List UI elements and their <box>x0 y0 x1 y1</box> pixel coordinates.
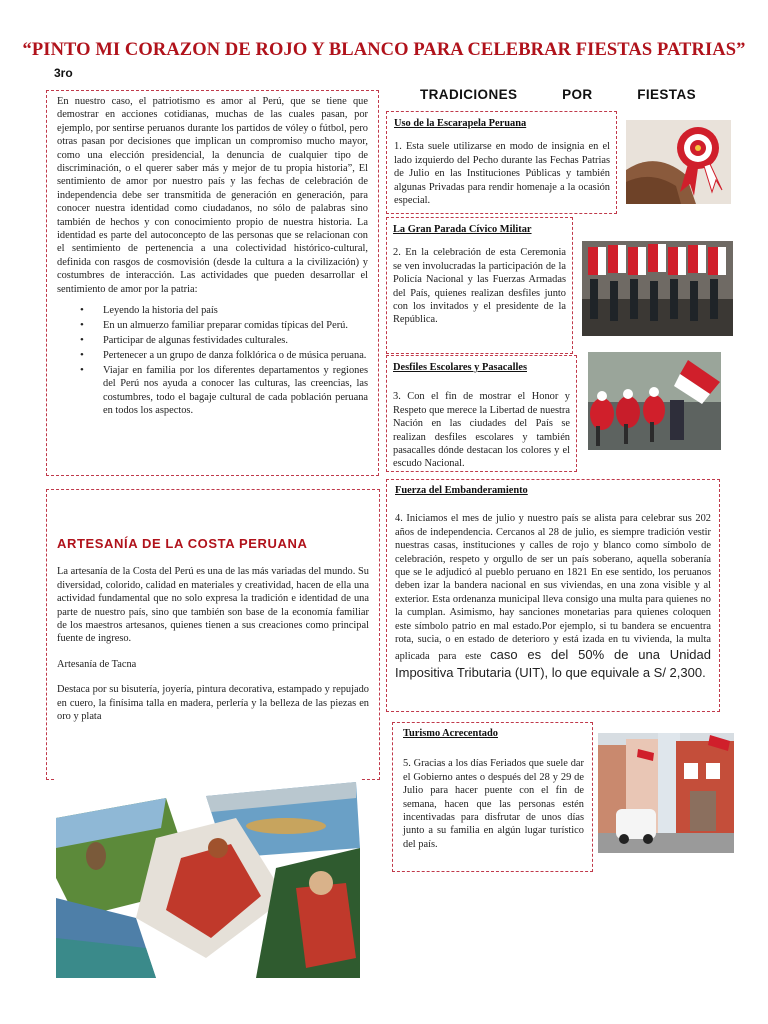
section-desfiles <box>386 355 577 472</box>
parade-photo <box>582 241 733 336</box>
section-title: La Gran Parada Cívico Militar <box>393 224 532 235</box>
intro-paragraph: En nuestro caso, el patriotismo es amor al Perú, que se tiene que demostrar en acciones cotidianas, muchas de las cuales pasan, por ejemplo, por sentirse peruanos durante los partidos de vóley o fútbol, pero otras pasan por decisiones que implican un compromiso mucho mayor, como una elección presidencial, la denuncia de cualquier tipo de discriminación, o el querer saber más y mejor de tu propia historia”, El sentimiento de amor por nuestro país y las fechas de celebración de independencia debe ser transmitida de generación en generación, para conocer nuestra identidad como ciudadanos, no sólo de palabras sino también de hechos y con conocimiento propio de nuestra historia. La identidad es parte del autoconcepto de las personas que se relacionan con el sentimiento de pertenencia a una colectividad histórico-cultural, definida con rasgos de cosmovisión (desde la cultura a la civilización) y costumbres de interacción. Las actividades que pueden desarrollar el sentimiento de amor por la patria: <box>57 96 368 295</box>
section-escarapela <box>386 111 617 214</box>
list-item: • Leyendo la historia del país <box>103 304 368 317</box>
activities-list <box>57 304 368 417</box>
list-item: • Pertenecer a un grupo de danza folklórica o de música peruana. <box>103 349 368 362</box>
list-item: • En un almuerzo familiar preparar comidas típicas del Perú. <box>103 319 368 332</box>
escarapela-photo <box>626 120 731 204</box>
section-title: Fuerza del Embanderamiento <box>395 485 528 496</box>
section-text-main: 4. Iniciamos el mes de julio y nuestro país se alista para celebrar sus 202 años de independencia. Cercanos al 28 de julio, es siempre tradición vestir nuestras casas, instituciones y calles de rojo y blanco como símbolo de celebración, respeto y orgullo de ser un país soberano, aquella soberanía que se le adjudicó al pueblo peruano en 1821 En ese sentido, los peruanos deben izar la bandera nacional en sus viviendas, en una zona visible y al exterior. Esta ordenanza municipal lleva consigo una multa para quienes no la cumplan. Asimismo, hay sanciones monetarias para quienes coloquen este símbolo patrio en mal estado.Por ejemplo, si tu bandera se encuentra rota, sucia, o en estado de deterioro y está izada en tu vivienda, la multa aplicada para este <box>395 513 711 663</box>
section-text-fine: caso es del 50% de una Unidad Impositiva Tributaria (UIT), lo que equivale a S/ 2,300. <box>395 647 711 680</box>
artesania-heading: ARTESANÍA DE LA COSTA PERUANA <box>57 536 308 551</box>
school-parade-photo <box>588 352 721 450</box>
section-text: 3. Con el fin de mostrar el Honor y Respeto que merece la Libertad de nuestra Nación en las ciudades del País se realizan desfiles escolares y también pasacalles dónde destacan los colores y el escudo Nacional. <box>393 391 570 470</box>
artesania-box <box>46 489 380 780</box>
page-title: “PINTO MI CORAZON DE ROJO Y BLANCO PARA CELEBRAR FIESTAS PATRIAS” <box>22 40 746 60</box>
section-text: 2. En la celebración de esta Ceremonia se ven involucradas la participación de la Policía Nacional y las Fuerzas Armadas del País, quienes realizan desfiles junto con los invitados y el presidente de la República. <box>393 247 566 326</box>
section-gran-parada <box>386 217 573 354</box>
traditions-header <box>420 87 696 102</box>
artesania-paragraph: La artesanía de la Costa del Perú es una de las más variadas del mundo. Su diversidad, colorido, calidad en materiales y creatividad, hacen de ella una actividad fundamental que no solo expresa la tradición e identidad de una parte de nuestro país, sino que también son base de la economía familiar de los maestros artesanos, quienes tienen a sus creaciones como principal fuente de ingreso. <box>57 566 369 645</box>
artesania-subheading: Artesanía de Tacna <box>57 658 137 670</box>
artesania-paragraph: Destaca por su bisutería, joyería, pintura decorativa, estampado y repujado en cuero, la finísima talla en madera, perlería y la belleza de las piezas en oro y plata <box>57 684 369 723</box>
grade-label: 3ro <box>54 66 73 80</box>
section-text: 5. Gracias a los días Feriados que suele dar el Gobierno antes o después del 28 y 29 de Julio para hacer puente con el fin de semana, hacen que las personas estén incentivadas para disfrutar de unos días junto a su familia en algún lugar turístico del país. <box>403 758 584 850</box>
list-item: • Viajar en familia por los diferentes departamentos y regiones del Perú nos ayuda a conocer las culturas, las creencias, las costumbres, todo el bagaje cultural de cada población peruana en todos los aspectos. <box>103 364 368 418</box>
intro-box <box>46 90 379 476</box>
artesania-collage <box>56 778 360 978</box>
traditions-header-word: POR <box>562 87 593 102</box>
street-photo <box>598 733 734 853</box>
section-turismo <box>392 722 593 872</box>
traditions-header-word: TRADICIONES <box>420 87 518 102</box>
section-title: Uso de la Escarapela Peruana <box>394 118 527 129</box>
section-text: 1. Esta suele utilizarse en modo de insignia en el lado izquierdo del Pecho durante las Fechas Patrias de Julio en las Instituciones Públicas y también algunas Privadas para rendir homenaje a la ocasión especial. <box>394 141 610 207</box>
list-item: • Participar de algunas festividades culturales. <box>103 334 368 347</box>
section-text <box>395 512 711 681</box>
section-title: Desfiles Escolares y Pasacalles <box>393 362 527 373</box>
traditions-header-word: FIESTAS <box>637 87 696 102</box>
section-title: Turismo Acrecentado <box>403 728 498 739</box>
section-embanderamiento <box>386 479 720 712</box>
